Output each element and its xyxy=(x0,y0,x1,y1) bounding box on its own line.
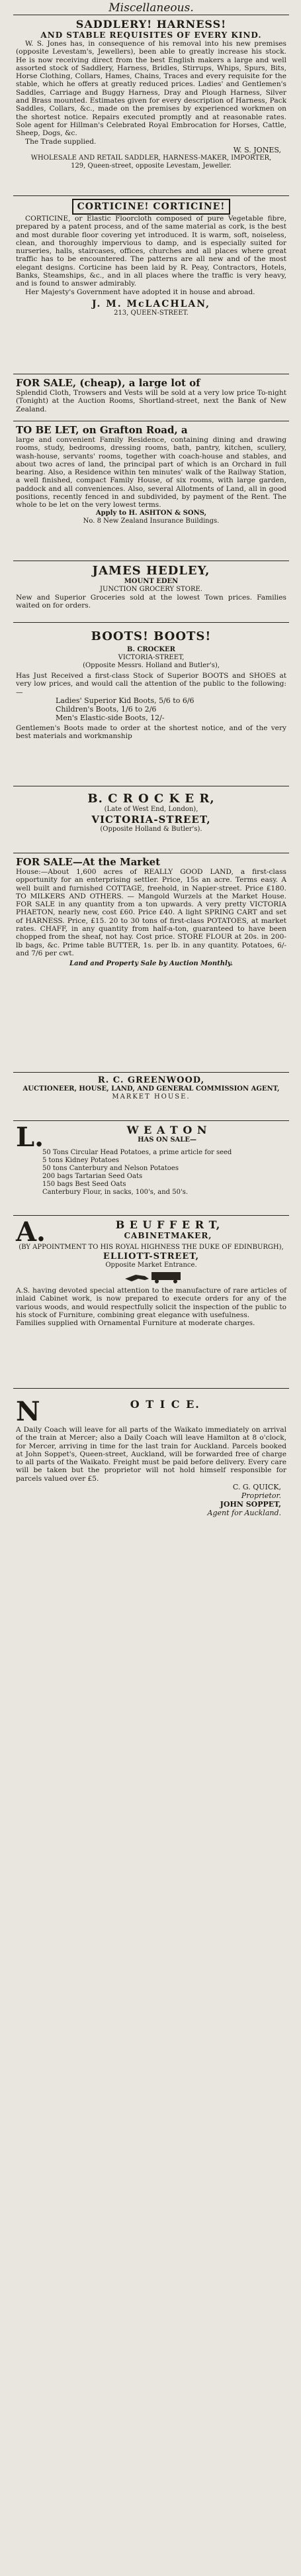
ad-drop-letter: N xyxy=(16,1396,40,1427)
ad-list-item: 5 tons Kidney Potatoes xyxy=(42,1157,120,1164)
ad-body: A.S. having devoted special attention to the manufacture of rare articles of inlaid Cabinet work, is now prepared to execute orders for any of the various woods, and would respectfully solicit the inspection of the public to his stock of Furniture, combining great elegance with usefulness. xyxy=(16,1287,286,1319)
ad-signature-role: Proprietor. xyxy=(241,1491,281,1501)
ad-list-item: 150 bags Best Seed Oats xyxy=(42,1181,126,1188)
ad-list-item: 50 tons Canterbury and Nelson Potatoes xyxy=(42,1165,179,1172)
ad-opposite: (Opposite Messrs. Holland and Butler's), xyxy=(83,662,220,669)
ad-title: FOR SALE—At the Market xyxy=(16,856,161,868)
ad-note: Gentlemen's Boots made to order at the shortest notice, and of the very best materials and workmanship xyxy=(16,724,286,741)
ad-drop-letter: A. xyxy=(16,1216,46,1248)
ad-title: B. C R O C K E R, xyxy=(87,792,215,806)
ad-boots xyxy=(13,623,289,786)
ad-drop-letter: L. xyxy=(16,1122,44,1153)
ad-title: R. C. GREENWOOD, xyxy=(97,1075,205,1085)
ad-title: O T I C E. xyxy=(130,1398,200,1411)
ad-title: W E A T O N xyxy=(126,1124,208,1136)
ad-body: large and convenient Family Residence, containing dining and drawing rooms, study, bedrooms, dressing rooms, bath, pantry, kitchen, scullery, wash-house, servants' rooms, together with coach-house and stables, and about two acres of land, the principal part of which is an Orchard in full bearing. Also, a Residence within ten minutes' walk of the Railway Station, a well finished, compact Family House, of six rooms, with large garden, paddock and all conveniences. Also, several Allotments of Land, all in good positions, recently fenced in and subdivided, by payment of the Rent. The whole to be let on the very lowest terms. xyxy=(16,436,286,510)
horse-coach-icon xyxy=(112,1269,191,1284)
ad-to-be-let xyxy=(13,421,289,561)
ad-subtitle: AND STABLE REQUISITES OF EVERY KIND. xyxy=(40,30,262,40)
ad-notice xyxy=(13,1389,289,1528)
ad-trade-note: The Trade supplied. xyxy=(25,137,97,146)
ad-signature-name: J. M. McLACHLAN, xyxy=(91,298,211,309)
ad-list-item: 200 bags Tartarian Seed Oats xyxy=(42,1173,143,1180)
ad-extra: Families supplied with Ornamental Furniture at moderate charges. xyxy=(16,1319,255,1328)
ad-street: VICTORIA-STREET, xyxy=(91,814,211,826)
ad-signature-name: W. S. JONES, xyxy=(233,145,281,154)
ad-location: MARKET HOUSE. xyxy=(112,1093,191,1100)
ad-role: AUCTIONEER, HOUSE, LAND, AND GENERAL COMMISSION AGENT, xyxy=(22,1085,280,1093)
ad-body: New and Superior Groceries sold at the lowest Town prices. Families waited on for orders. xyxy=(16,594,286,610)
ad-street: VICTORIA-STREET, xyxy=(118,654,185,661)
ad-signature-address: 129, Queen-street, opposite Levestam, Jeweller. xyxy=(71,162,232,170)
ad-weaton xyxy=(13,1121,289,1215)
ad-body: House:—About 1,600 acres of REALLY GOOD LAND, a first-class opportunity for an enterprising settler. Price, 15s an acre. Terms easy. A well built and furnished COTTAGE, freehold, in Napier-street. Price £180. TO MILKERS AND OTHERS. — Mangold Wurzels at the Market House. FOR SALE in any quantity from a ton upwards. A very pretty VICTORIA PHAETON, nearly new, cost £60. Price £40. A light SPRING CART and set of HARNESS. Price, £15. 20 to 30 tons of first-class POTATOES, at market rates. CHAFF, in any quantity from half-a-ton, guaranteed to have been chopped from the sheaf, not hay. Cost price. STORE FLOUR at 20s. in 200-lb bags, &c. Prime table BUTTER, 1s. per lb. in any quantity. Potatoes, 6/- and 7/6 per cwt. xyxy=(16,868,286,957)
ad-beuffert xyxy=(13,1216,289,1388)
ad-opposite: Opposite Market Entrance. xyxy=(105,1261,197,1269)
ad-appointment: (BY APPOINTMENT TO HIS ROYAL HIGHNESS THE DUKE OF EDINBURGH), xyxy=(19,1244,284,1251)
ad-list-item: Men's Elastic-side Boots, 12/- xyxy=(56,713,165,722)
ad-signature-address: 213, QUEEN-STREET. xyxy=(114,309,189,317)
ad-body: A Daily Coach will leave for all parts of the Waikato immediately on arrival of the train at Mercer; also a Daily Coach will leave Hamilton at 8 o'clock, for Mercer, arriving in time for the last train for Auckland. Parcels booked at John Soppet's, Queen-street, Auckland, will be forwarded free of charge to all parts of the Waikato. Freight must be paid before delivery. Every care will be taken but the proprietor will not hold himself responsible for parcels valued over £5. xyxy=(16,1426,286,1483)
ad-b-crocker xyxy=(13,786,289,853)
ad-title: FOR SALE, (cheap), a large lot of xyxy=(16,377,200,389)
ad-location: MOUNT EDEN xyxy=(124,578,179,585)
ad-signature-role: WHOLESALE AND RETAIL SADDLER, HARNESS-MAKER, IMPORTER, xyxy=(30,154,272,162)
ad-title: B E U F F E R T, xyxy=(115,1218,221,1231)
ad-late-of: (Late of West End, London), xyxy=(104,806,198,813)
ad-body: CORTICINE, or Elastic Floorcloth composed of pure Vegetable fibre, prepared by a patent process, and of the same material as cork, is the best and most durable floor covering yet introduced. It is warm, soft, noiseless, clean, and thoroughly impervious to damp, and is especially suited for nurseries, halls, staircases, offices, churches and all places where great traffic has to be encountered. The patterns are all new and of the most elegant designs. Corticine has been laid by R. Peay, Contractors, Hotels, Banks, Steamships, &c., and in all places where the traffic is very heavy, and is found to answer admirably. xyxy=(16,215,286,288)
ad-extra: Her Majesty's Government have adopted it in house and abroad. xyxy=(25,288,255,296)
ad-title-box: CORTICINE! CORTICINE! xyxy=(72,199,231,215)
ad-opposite: (Opposite Holland & Butler's). xyxy=(100,826,202,833)
ad-agent-role: Agent for Auckland. xyxy=(207,1509,281,1518)
ad-body: W. S. Jones has, in consequence of his removal into his new premises (opposite Levestam's, Jewellers), been able to greatly increase his stock. He is now receiving direct from the best English makers a large and well assorted stock of Saddlery, Harness, Bridles, Stirrups, Whips, Spurs, Bits, Horse Clothing, Collars, Hames, Chains, Traces and every requisite for the stable, which he offers at greatly reduced prices. Ladies' and Gentlemen's Saddles, Carriage and Buggy Harness, Dray and Plough Harness, Silver and Brass mounted. Estimates given for every description of Harness, Pack Saddles, Collars, &c., made on the premises by experienced workmen on the shortest notice. Repairs executed promptly and at reasonable rates. Sole agent for Hillman's Celebrated Royal Embrocation for Horses, Cattle, Sheep, Dogs, &c. xyxy=(16,40,286,138)
ad-merchant-name: B. CROCKER xyxy=(127,646,175,653)
ad-list-item: Ladies' Superior Kid Boots, 5/6 to 6/6 xyxy=(56,696,194,705)
ad-james-hedley xyxy=(13,561,289,622)
ad-auction-note: Land and Property Sale by Auction Monthly. xyxy=(69,960,233,968)
ad-saddlery xyxy=(13,15,289,195)
ad-list-item: Canterbury Flour, in sacks, 100's, and 50's. xyxy=(42,1189,189,1196)
coach-illustration xyxy=(16,1269,286,1287)
ad-title: SADDLERY! HARNESS! xyxy=(75,18,227,30)
ad-apply: Apply to H. ASHTON & SONS, xyxy=(95,509,207,517)
ad-signature-name: C. G. QUICK, xyxy=(232,1483,281,1492)
ad-title: BOOTS! BOOTS! xyxy=(91,629,212,643)
ad-greenwood xyxy=(13,1073,289,1120)
ad-for-sale-cloth xyxy=(13,374,289,421)
ad-role: CABINETMAKER, xyxy=(124,1231,212,1240)
ad-title xyxy=(16,199,286,215)
ad-subtitle: HAS ON SALE— xyxy=(138,1136,196,1144)
ad-list-item: 50 Tons Circular Head Potatoes, a prime article for seed xyxy=(42,1149,232,1156)
ad-title: TO BE LET, on Grafton Road, a xyxy=(16,424,188,436)
ad-body: Splendid Cloth, Trowsers and Vests will be sold at a very low price To-night (Tonight) at the Auction Rooms, Shortland-street, next the Bank of New Zealand. xyxy=(16,389,286,413)
ad-title: JAMES HEDLEY, xyxy=(92,564,210,578)
ad-street: ELLIOTT-STREET, xyxy=(103,1252,200,1261)
ad-body: Has Just Received a first-class Stock of Superior BOOTS and SHOES at very low prices, and would call the attention of the public to the following:— xyxy=(16,672,286,696)
ad-for-sale-market xyxy=(13,853,289,1072)
ad-corticine xyxy=(13,196,289,374)
section-masthead: Miscellaneous. xyxy=(108,1,194,15)
ad-list-item: Children's Boots, 1/6 to 2/6 xyxy=(56,704,157,714)
ad-address: No. 8 New Zealand Insurance Buildings. xyxy=(83,517,220,525)
ad-store-name: JUNCTION GROCERY STORE. xyxy=(100,586,202,593)
ad-agent-name: JOHN SOPPET, xyxy=(220,1500,281,1509)
